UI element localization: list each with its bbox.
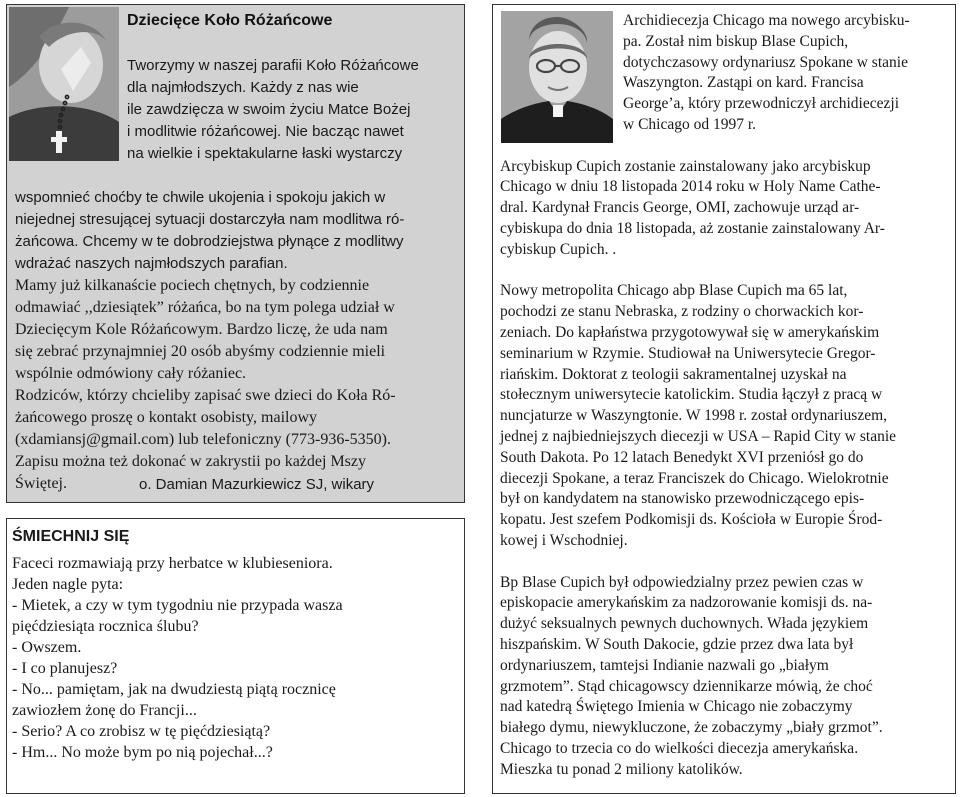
rosary-body-line: odmawiać ,,dziesiątek” różańca, bo na tym polega udział w bbox=[15, 299, 395, 316]
article-line: hiszpańskim. W South Dakocie, gdzie przez dwa lata był bbox=[500, 635, 854, 653]
rosary-body-line: wdrażać naszych najmłodszych parafian. bbox=[15, 255, 288, 272]
joke-line: - Owszem. bbox=[12, 639, 82, 656]
article-lead-line: Archidiecezja Chicago ma nowego arcybisku- bbox=[623, 12, 910, 29]
article-line: Chicago to trzecia co do wielkości diecezja amerykańska. bbox=[500, 739, 859, 757]
article-lead-line: w Chicago od 1997 r. bbox=[623, 115, 757, 133]
rosary-body-line: Mamy już kilkanaście pociech chętnych, by codziennie bbox=[15, 277, 370, 294]
paragraph-gap bbox=[500, 552, 952, 573]
joke-title: ŚMIECHNIJ SIĘ bbox=[12, 528, 130, 545]
rosary-signature: o. Damian Mazurkiewicz SJ, wikary bbox=[139, 476, 375, 493]
rosary-intro-line: i modlitwie różańcowej. Nie bacząc nawet bbox=[127, 123, 404, 140]
article-lead-line: Waszyngton. Zastąpi on kard. Francisa bbox=[623, 74, 864, 92]
rosary-body-line: się zebrać przynajmniej 20 osób abyśmy codziennie mieli bbox=[15, 343, 386, 360]
joke-text bbox=[12, 553, 343, 763]
article-line: riańskim. Doktorat z teologii sakramentalnej uzyskał na bbox=[500, 365, 847, 383]
rosary-body-line: wspólnie odmówiony cały różaniec. bbox=[15, 365, 247, 382]
article-line: cybiskupa do dnia 18 listopada, aż zostanie zainstalowany Ar- bbox=[500, 219, 885, 237]
article-line: białego dymu, niewykluczone, że zobaczymy „biały grzmot”. bbox=[500, 719, 883, 737]
joke-line: - Hm... No może bym po nią pojechał...? bbox=[12, 744, 273, 761]
joke-line: - I co planujesz? bbox=[12, 660, 118, 677]
rosary-body-line: Dziecięcym Kole Różańcowym. Bardzo liczę, że uda nam bbox=[15, 321, 388, 338]
article-line: pochodzi ze stanu Nebraska, z rodziny o chorwackich kor- bbox=[500, 303, 864, 321]
rosary-intro-line: dla najmłodszych. Każdy z nas wie bbox=[127, 79, 359, 96]
article-line: stołecznym uniwersytecie katolickim. Studia łączył z pracą w bbox=[500, 386, 883, 404]
joke-line: Jeden nagle pyta: bbox=[12, 576, 124, 593]
joke-line: Faceci rozmawiają przy herbatce w klubieseniora. bbox=[12, 555, 333, 572]
rosary-circle-box bbox=[6, 4, 465, 503]
article-lead-line: pa. Został nim biskup Blase Cupich, bbox=[623, 32, 849, 50]
rosary-body-line: Świętej. bbox=[15, 475, 67, 492]
article-line: Nowy metropolita Chicago abp Blase Cupich ma 65 lat, bbox=[500, 282, 848, 300]
article-line: seminarium w Rzymie. Studiował na Uniwersytecie Gregor- bbox=[500, 344, 876, 362]
rosary-body-line: wspomnieć choćby te chwile ukojenia i spokoju jakich w bbox=[15, 189, 386, 206]
rosary-intro-line: Tworzymy w naszej parafii Koło Różańcowe bbox=[127, 57, 419, 74]
article-line: grzmotem”. Stąd chicagowscy dziennikarze mówią, że choć bbox=[500, 677, 873, 695]
rosary-body-line: Zapisu można też dokonać w zakrystii po każdej Mszy bbox=[15, 453, 366, 470]
joke-line: - Serio? A co zrobisz w tę pięćdziesiątą? bbox=[12, 723, 271, 740]
joke-line: zawiozłem żonę do Francji... bbox=[12, 702, 197, 719]
article-lead-line: George’a, który przewodniczył archidiecezji bbox=[623, 95, 899, 113]
article-line: jednej z najbiedniejszych diecezji w USA – Rapid City w stanie bbox=[500, 427, 897, 445]
article-line: Mieszka tu ponad 2 miliony katolików. bbox=[500, 760, 743, 778]
rosary-body-line: żańcowego proszę o kontakt osobisty, mailowy bbox=[15, 409, 318, 426]
article-line: zeniach. Do kapłaństwa przygotowywał się w amerykańskim bbox=[500, 323, 880, 341]
article-line: ordynariuszem, tamtejsi Indianie nazwali go „białym bbox=[500, 656, 829, 674]
rosary-body-line: Rodziców, którzy chcieliby zapisać swe dzieci do Koła Ró- bbox=[15, 387, 396, 404]
article-line: nuncjaturze w Waszyngtonie. W 1998 r. został ordynariuszem, bbox=[500, 407, 888, 425]
article-line: dral. Kardynał Francis George, OMI, zachowuje urząd ar- bbox=[500, 199, 860, 217]
article-line: kopatu. Jest szefem Podkomisji ds. Kościoła w Europie Środ- bbox=[500, 511, 883, 529]
rosary-intro-line: ile zawdzięcza w swoim życiu Matce Bożej bbox=[127, 101, 411, 118]
article-line: dużyć seksualnych pewnych duchownych. Włada językiem bbox=[500, 615, 869, 633]
praying-child-illustration bbox=[9, 7, 119, 161]
article-line: episkopacie amerykańskim za nadzorowanie komisji ds. na- bbox=[500, 594, 873, 612]
article-line: cybiskup Cupich. . bbox=[500, 240, 617, 258]
praying-child-photo bbox=[9, 7, 119, 161]
paragraph-gap bbox=[500, 261, 952, 282]
joke-line: - No... pamiętam, jak na dwudziestą piątą rocznicę bbox=[12, 681, 336, 698]
rosary-body-line: niejednej stresującej sytuacji dostarczyła nam modlitwa ró- bbox=[15, 211, 405, 228]
rosary-contact-line: (xdamiansj@gmail.com) lub telefoniczny (773-936-5350). bbox=[15, 431, 391, 448]
article-line: kowej i Wschodniej. bbox=[500, 531, 628, 549]
article-line: nad katedrą Świętego Imienia w Chicago nie zobaczymy bbox=[500, 698, 853, 716]
article-line: Chicago w dniu 18 listopada 2014 roku w Holy Name Cathe- bbox=[500, 178, 881, 196]
article-line: Bp Blase Cupich był odpowiedzialny przez pewien czas w bbox=[500, 573, 864, 591]
article-line: diecezji Spokane, a teraz Franciszek do Chicago. Wielokrotnie bbox=[500, 469, 889, 487]
article-lead-line: dotychczasowy ordynariusz Spokane w stanie bbox=[623, 53, 908, 71]
joke-box bbox=[6, 518, 465, 794]
rosary-intro bbox=[127, 55, 462, 165]
article-line: był on kandydatem na stanowisko przewodniczącego epis- bbox=[500, 490, 865, 508]
archbishop-article-box bbox=[492, 4, 956, 794]
archbishop-article-text bbox=[500, 11, 952, 780]
article-line: South Dakota. Po 12 latach Benedykt XVI przeniósł go do bbox=[500, 448, 864, 466]
joke-line: - Mietek, a czy w tym tygodniu nie przypada wasza bbox=[12, 597, 343, 614]
joke-line: pięćdziesiąta rocznica ślubu? bbox=[12, 618, 199, 635]
paragraph-gap bbox=[500, 136, 952, 157]
rosary-body bbox=[15, 187, 461, 495]
article-line: Arcybiskup Cupich zostanie zainstalowany jako arcybiskup bbox=[500, 157, 871, 175]
rosary-intro-line: na wielkie i spektakularne łaski wystarczy bbox=[127, 145, 403, 162]
rosary-body-line: żańcowa. Chcemy w te dobrodziejstwa płynące z modlitwy bbox=[15, 233, 404, 250]
rosary-title: Dziecięce Koło Różańcowe bbox=[127, 12, 333, 29]
